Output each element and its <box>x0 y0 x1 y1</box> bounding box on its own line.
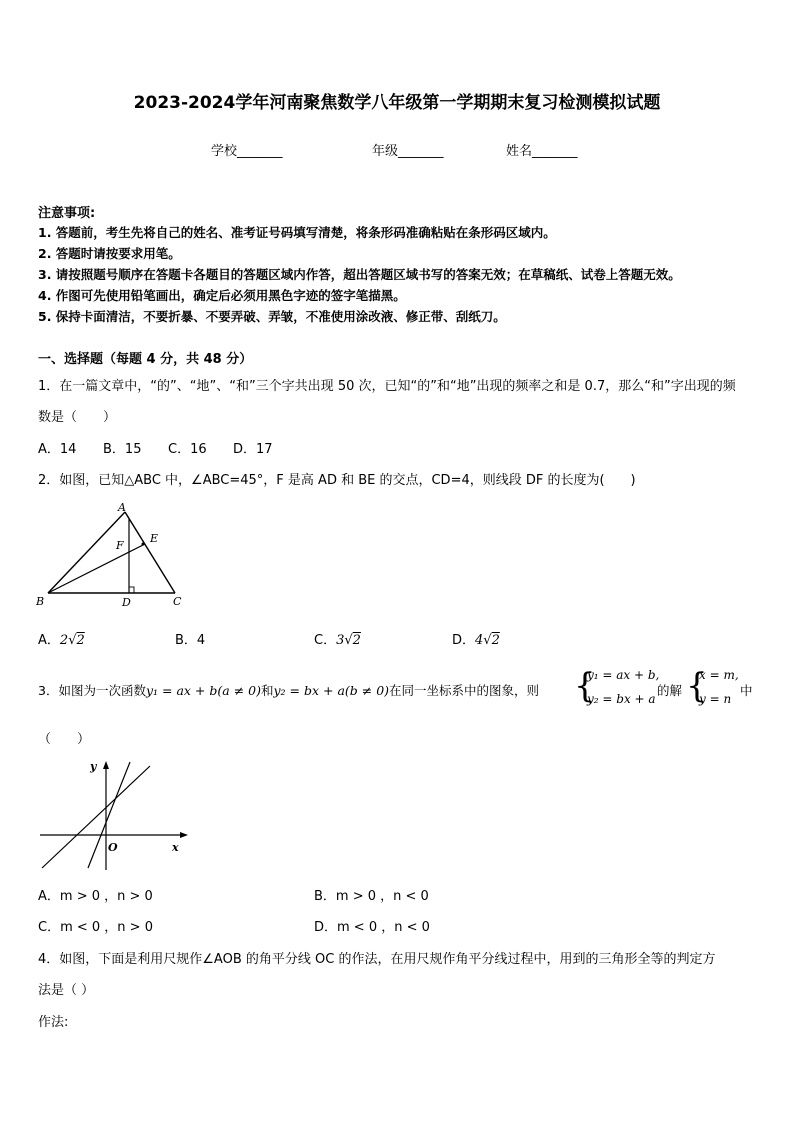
q1-stem-line1: 1．在一篇文章中，“的”、“地”、“和”三个字共出现 50 次，已知“的”和“地”出现的频率之和是 0.7，那么“和”字出现的频 <box>38 379 736 394</box>
label-f: F <box>116 539 124 552</box>
note-item: 2. 答题时请按要求用笔。 <box>38 246 181 261</box>
q1-stem-line2: 数是（ ） <box>38 410 117 425</box>
q2-option-b: B．4 <box>175 633 206 648</box>
q1-option-d: D．17 <box>233 442 273 457</box>
q3-mid-text: 的解 <box>657 683 683 698</box>
q3-system2-line2: y = n <box>699 692 732 706</box>
note-item: 5. 保持卡面清洁，不要折暴、不要弄破、弄皱，不准使用涂改液、修正带、刮纸刀。 <box>38 309 506 324</box>
q1-option-b: B．15 <box>103 442 142 457</box>
name-field: 姓名_______ <box>506 144 578 159</box>
q3-option-c: C．m < 0 ，n > 0 <box>38 920 153 935</box>
system-brace: { <box>574 666 596 706</box>
grade-field: 年级_______ <box>372 144 444 159</box>
section-heading: 一、选择题（每题 4 分，共 48 分） <box>38 352 253 367</box>
label-c: C <box>173 595 182 608</box>
sqrt-sign: √ <box>344 633 353 648</box>
q2-option-a: A．2√2 <box>38 633 85 648</box>
q3-system2-line1: x = m, <box>699 668 739 682</box>
q1-option-c: C．16 <box>168 442 207 457</box>
q4-stem-line1: 4．如图，下面是利用尺规作∠AOB 的角平分线 OC 的作法，在用尺规作角平分线过程中，用到的三角形全等的判定方 <box>38 952 716 967</box>
graph-origin-label: O <box>108 841 118 854</box>
graph-y-label: y <box>90 760 97 773</box>
q4-method-label: 作法: <box>38 1015 69 1030</box>
q3-suffix: 中 <box>740 683 753 698</box>
label-a: A <box>118 501 126 514</box>
q1-option-a: A．14 <box>38 442 77 457</box>
q3-linear-graph <box>36 756 191 874</box>
q3-system1-line1: y₁ = ax + b, <box>587 668 660 682</box>
q2-triangle-figure <box>30 498 200 613</box>
note-item: 4. 作图可先使用铅笔画出，确定后必须用黑色字迹的签字笔描黑。 <box>38 288 406 303</box>
q3-answer-paren: （ ） <box>38 732 91 747</box>
sqrt-sign: √ <box>483 633 492 648</box>
q3-option-b: B．m > 0 ，n < 0 <box>314 889 429 904</box>
note-item: 1. 答题前，考生先将自己的姓名、准考证号码填写清楚，将条形码准确粘贴在条形码区域内。 <box>38 225 556 240</box>
label-d: D <box>122 596 131 609</box>
graph-x-label: x <box>172 841 179 854</box>
label-e: E <box>150 532 159 545</box>
q3-option-a: A．m > 0 ，n > 0 <box>38 889 153 904</box>
notes-heading: 注意事项: <box>38 206 96 221</box>
q4-stem-line2: 法是（ ） <box>38 983 95 998</box>
q2-option-c: C．3√2 <box>314 633 361 648</box>
page-title: 2023-2024学年河南聚焦数学八年级第一学期期末复习检测模拟试题 <box>133 93 661 113</box>
q2-option-d: D．4√2 <box>452 633 500 648</box>
q3-system1-line2: y₂ = bx + a <box>587 692 656 706</box>
solution-brace: { <box>686 666 708 706</box>
school-field: 学校_______ <box>211 144 283 159</box>
sqrt-sign: √ <box>68 633 77 648</box>
q2-stem: 2．如图，已知△ABC 中，∠ABC=45°，F 是高 AD 和 BE 的交点，CD=4，则线段 DF 的长度为( ) <box>38 473 636 488</box>
q3-stem: 3．如图为一次函数y₁ = ax + b(a ≠ 0)和y₂ = bx + a(b ≠ 0)在同一坐标系中的图象，则 <box>38 683 540 698</box>
label-b: B <box>36 595 45 608</box>
q3-option-d: D．m < 0 ，n < 0 <box>314 920 430 935</box>
note-item: 3. 请按照题号顺序在答题卡各题目的答题区域内作答，超出答题区域书写的答案无效；在草稿纸、试卷上答题无效。 <box>38 267 681 282</box>
